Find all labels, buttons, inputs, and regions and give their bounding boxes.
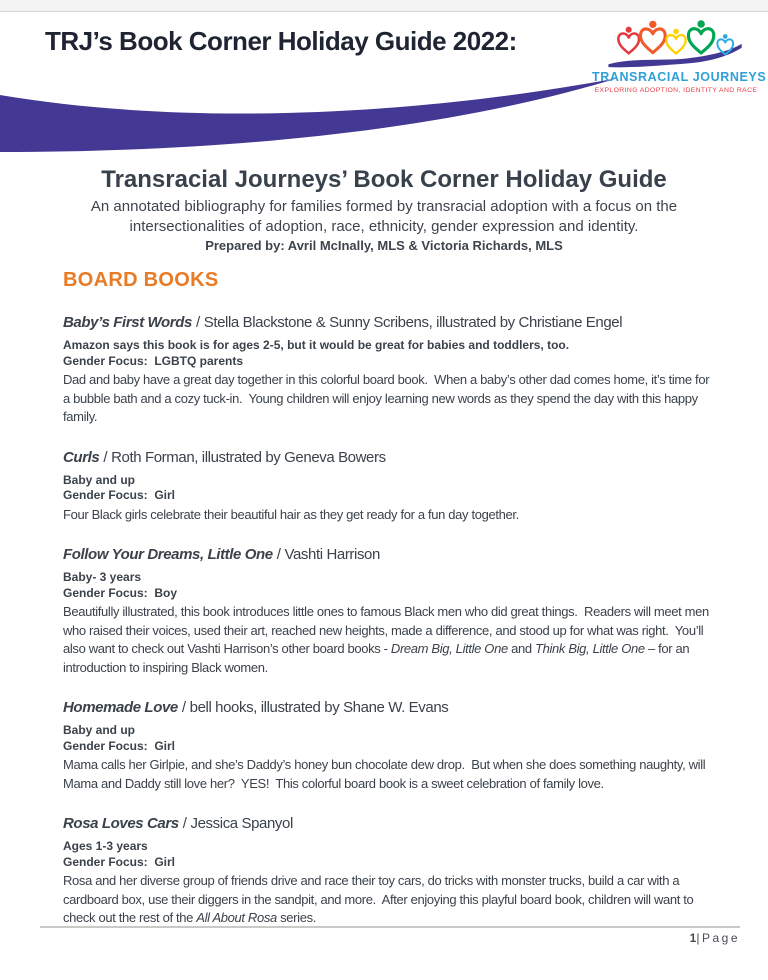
document-header xyxy=(0,12,768,160)
book-author: Vashti Harrison xyxy=(284,546,380,563)
book-title-line xyxy=(63,698,710,718)
book-title-line xyxy=(63,814,710,834)
book-description: Four Black girls celebrate their beautiful hair as they get ready for a fun day together. xyxy=(63,506,519,522)
book-age-range: Amazon says this book is for ages 2-5, but it would be great for babies and toddlers, too. xyxy=(63,338,570,352)
book-title-line xyxy=(63,448,710,468)
header-title: TRJ’s Book Corner Holiday Guide 2022: xyxy=(45,26,517,56)
book-gender-focus: Gender Focus: Boy xyxy=(63,585,178,600)
book-author: Roth Forman, illustrated by Geneva Bowers xyxy=(111,448,386,466)
section-heading-board-books: BOARD BOOKS xyxy=(63,269,219,291)
document-subtitle: An annotated bibliography for families formed by transracial adoption with a focus on the intersectionalities of adoption, race, ethnicity, gender expression and identity. xyxy=(90,198,678,235)
book-description: Dad and baby have a great day together in this colorful board book. When a baby’s other dad comes home, it’s time for a bubble bath and a cozy tuck-in. Young children will enjoy learning new words as they spend the day with this happy family. xyxy=(63,372,713,424)
page-footer xyxy=(40,926,740,945)
book-title-line xyxy=(63,313,710,333)
prepared-by-line: Prepared by: Avril McInally, MLS & Victoria Richards, MLS xyxy=(205,238,563,253)
book-entry xyxy=(63,448,710,525)
book-title: Follow Your Dreams, Little One xyxy=(63,546,273,563)
title-author-separator: / xyxy=(195,314,200,331)
book-title: Baby’s First Words xyxy=(63,314,192,331)
book-author: Stella Blackstone & Sunny Scribens, illustrated by Christiane Engel xyxy=(203,314,623,331)
book-author: bell hooks, illustrated by Shane W. Evans xyxy=(189,699,449,716)
title-author-separator: / xyxy=(103,448,108,466)
header-swoosh-graphic xyxy=(0,65,622,161)
page-number-label: |Page xyxy=(696,931,740,945)
book-description: Rosa and her diverse group of friends drive and race their toy cars, do tricks with monster trucks, build a car with a cardboard box, use their diggers in the sandpit, and more. After enjoying this playful board book, children will want to check out the rest of the All About Rosa series. xyxy=(63,873,697,925)
title-author-separator: / xyxy=(182,815,187,832)
title-author-separator: / xyxy=(181,699,186,716)
book-description: Mama calls her Girlpie, and she’s Daddy’s honey bun chocolate dew drop. But when she does something naughty, will Mama and Daddy still love her? YES! This colorful board book is a sweet celebration of family love. xyxy=(63,757,709,791)
book-author: Jessica Spanyol xyxy=(190,815,293,832)
book-entry xyxy=(63,313,713,427)
book-entry xyxy=(63,545,713,677)
book-entry xyxy=(63,814,710,928)
book-gender-focus: Gender Focus: Girl xyxy=(63,854,176,869)
book-title-line xyxy=(63,545,710,565)
org-logo xyxy=(592,14,767,94)
logo-tagline: EXPLORING ADOPTION, IDENTITY AND RACE xyxy=(594,87,758,94)
book-gender-focus: Gender Focus: LGBTQ parents xyxy=(63,353,244,368)
book-list-section xyxy=(0,269,768,928)
book-title: Homemade Love xyxy=(63,699,178,716)
book-age-range: Baby- 3 years xyxy=(63,570,142,584)
title-author-separator: / xyxy=(276,546,281,563)
book-age-range: Ages 1-3 years xyxy=(63,839,148,853)
book-age-range: Baby and up xyxy=(63,723,136,737)
logo-hearts-icon xyxy=(607,14,745,70)
book-description: Beautifully illustrated, this book introduces little ones to famous Black men who did great things. Readers will meet men who raised their voices, used their art, reached new heights, made a difference, and stood up for what was right. You’ll also want to check out Vashti Harrison’s other board books - Dream Big, Little One and Think Big, Little One – for an introduction to inspiring Black women. xyxy=(63,604,713,675)
book-title: Rosa Loves Cars xyxy=(63,815,179,832)
page-top-edge xyxy=(0,0,768,12)
page-number: 1 xyxy=(689,931,697,945)
book-entry xyxy=(63,698,710,793)
book-gender-focus: Gender Focus: Girl xyxy=(63,488,176,502)
logo-org-name: TRANSRACIAL JOURNEYS xyxy=(592,70,767,84)
book-age-range: Baby and up xyxy=(63,472,136,487)
book-gender-focus: Gender Focus: Girl xyxy=(63,738,176,753)
book-title: Curls xyxy=(63,448,100,466)
document-body xyxy=(0,166,768,928)
document-title: Transracial Journeys’ Book Corner Holiday Guide xyxy=(101,166,667,193)
